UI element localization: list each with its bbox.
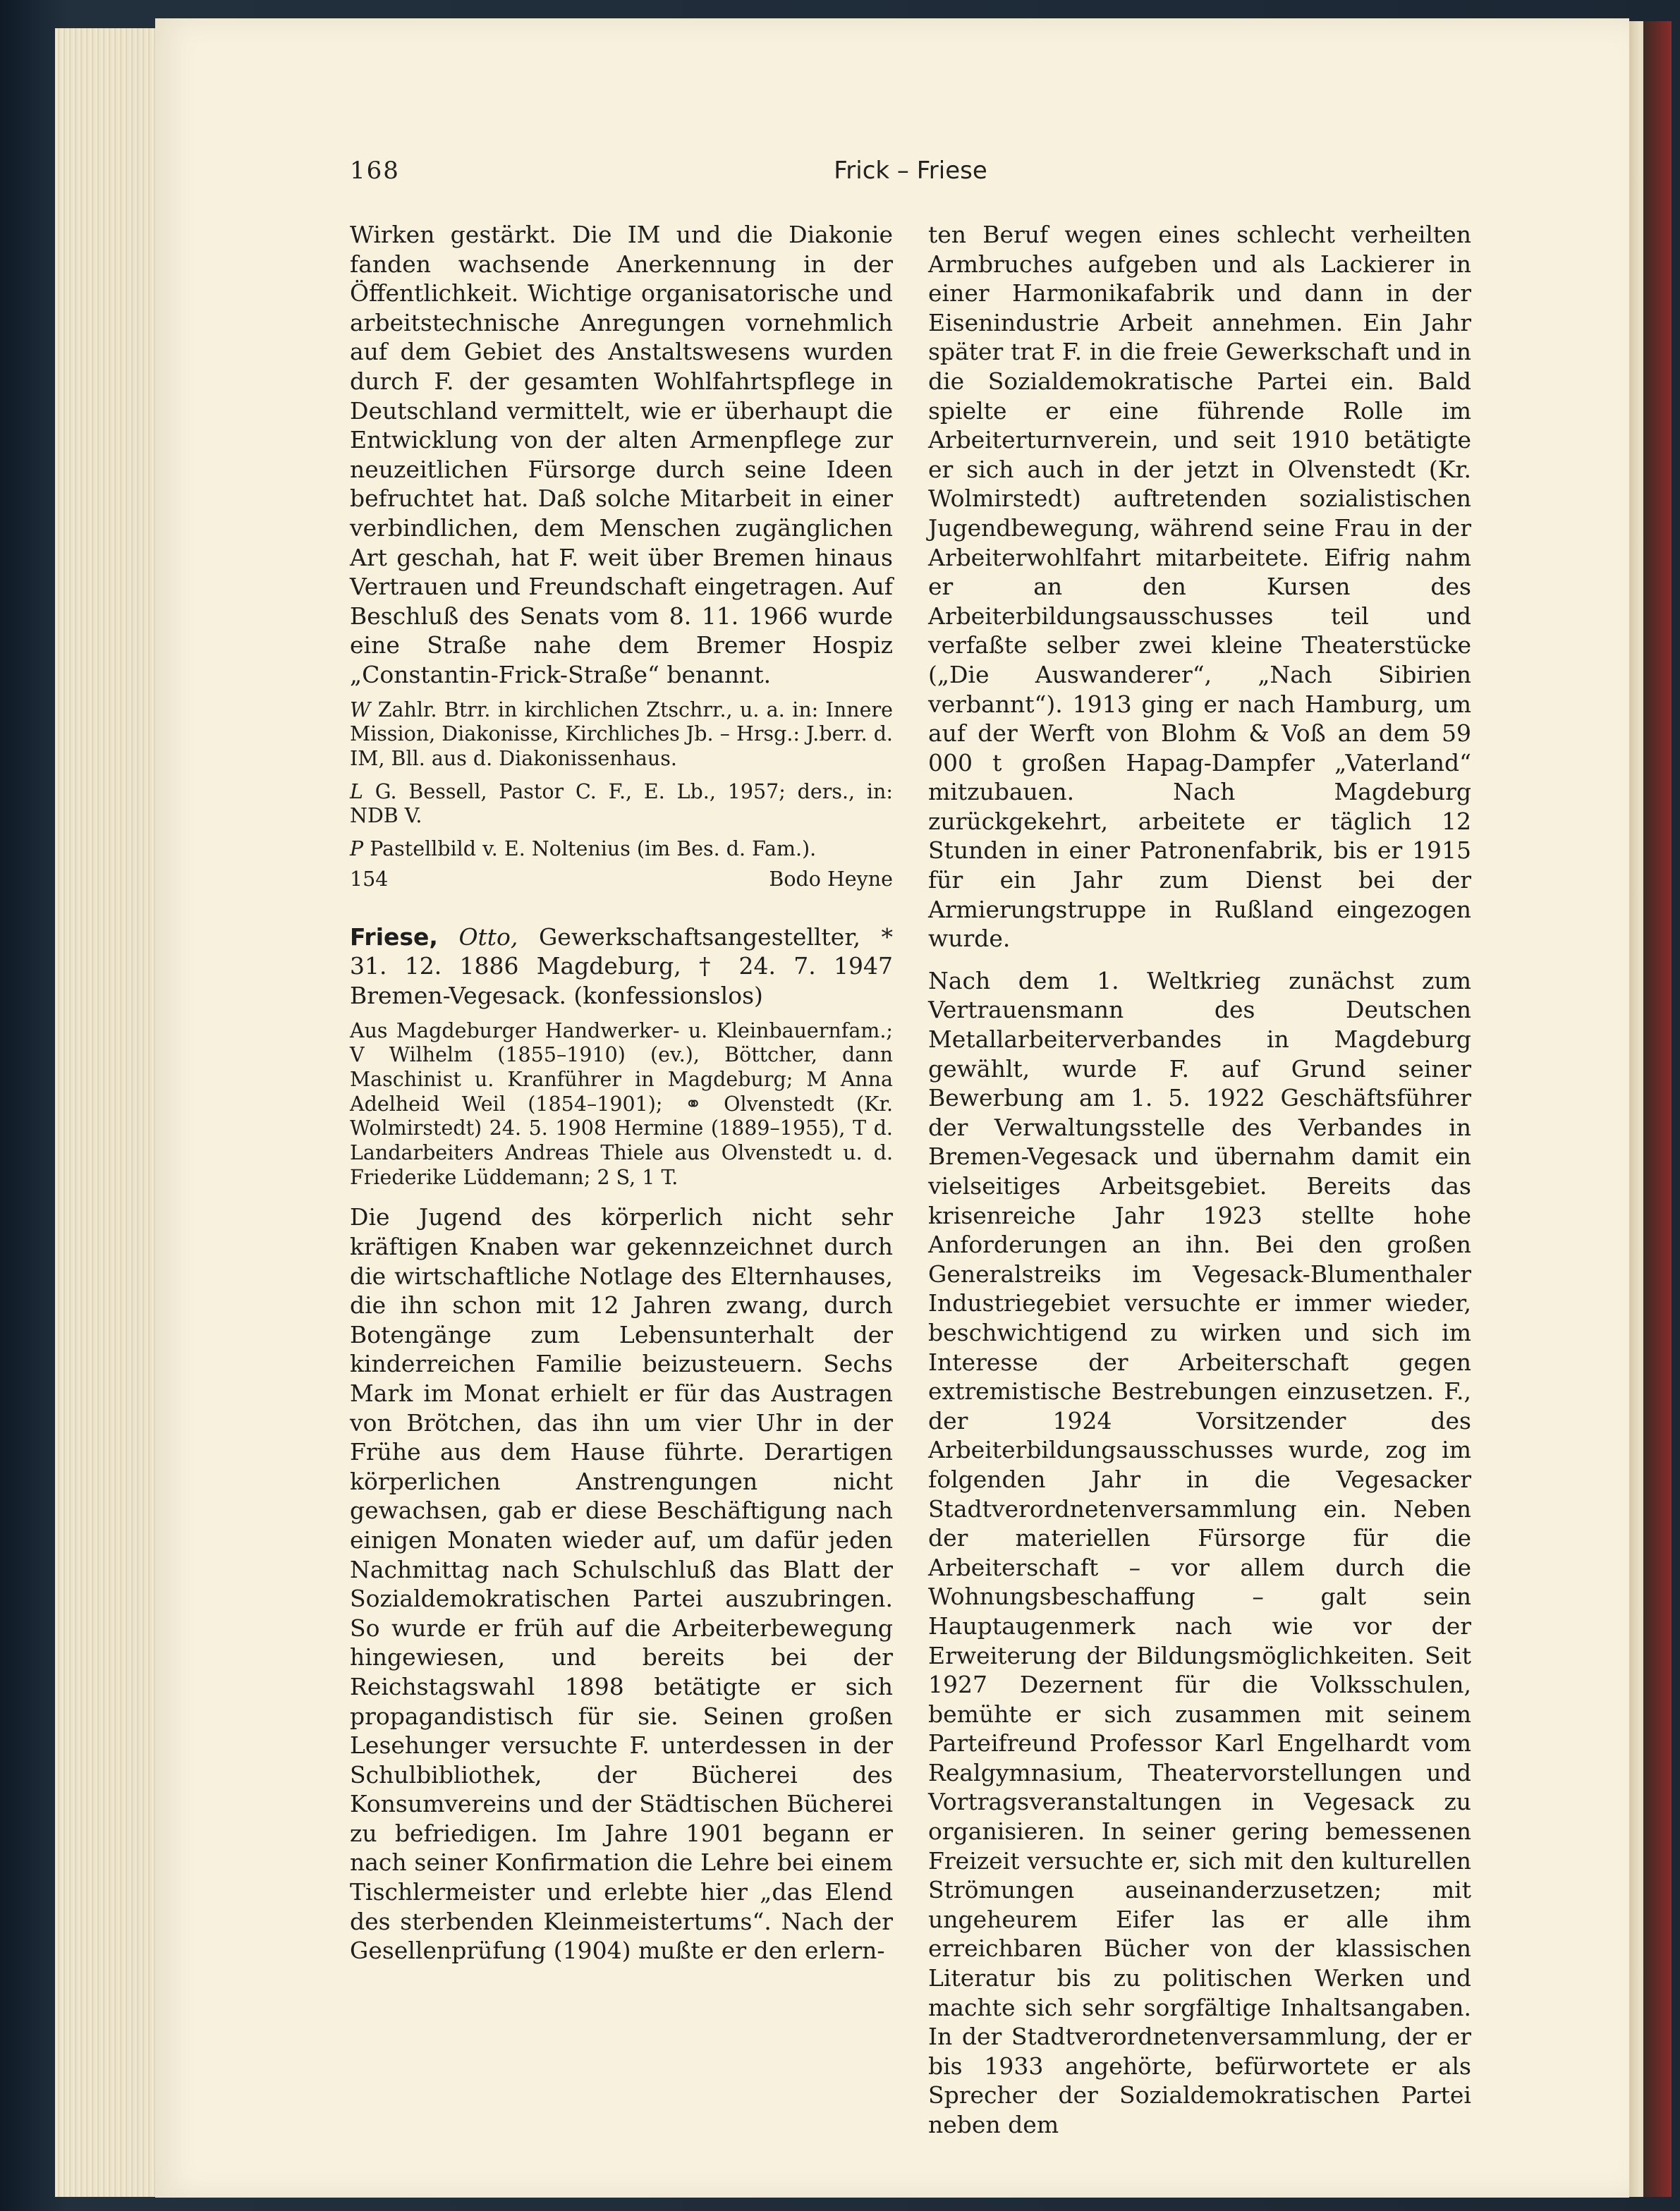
friese-paragraph-1-right: ten Beruf wegen eines schlecht verheilten Armbruches aufgeben und als Lackierer in einer Harmonikafabrik und dann in der Eisenindustrie Arbeit annehmen. Ein Jahr später trat F. in die freie Gewerkschaft und in die Sozialdemokratische Partei ein. Bald spielte er eine führende Rolle im Arbeiterturnverein, und seit 1910 betätigte er sich auch in der jetzt in Olvenstedt (Kr. Wolmirstedt) auftretenden sozialistischen Jugendbewegung, während seine Frau in der Arbeiterwohlfahrt mitarbeitete. Eifrig nahm er an den Kursen des Arbeiterbildungsausschusses teil und verfaßte selber zwei kleine Theaterstücke („Die Auswanderer“, „Nach Sibirien verbannt“). 1913 ging er nach Hamburg, um auf der Werft von Blohm & Voß an dem 59 000 t großen Hapag-Dampfer „Vaterland“ mitzubauen. Nach Magdeburg zurückgekehrt, arbeitete er täglich 12 Stunden in einer Patronenfabrik, bis er 1915 für ein Jahr zum Dienst bei der Armierungstruppe in Rußland eingezogen wurde. bbox=[928, 221, 1471, 953]
entry-author: Bodo Heyne bbox=[769, 867, 893, 891]
next-page-edge bbox=[1622, 21, 1672, 2197]
right-column bbox=[928, 220, 1471, 2140]
works-label: W bbox=[350, 698, 371, 721]
frick-literature: L G. Bessell, Pastor C. F., E. Lb., 1957; ders., in: NDB V. bbox=[350, 779, 894, 828]
page-number: 168 bbox=[350, 157, 400, 185]
running-header bbox=[350, 157, 1471, 190]
frick-portrait: P Pastellbild v. E. Noltenius (im Bes. d. Fam.). bbox=[350, 837, 817, 861]
literature-label: L bbox=[350, 779, 363, 803]
friese-paragraph-2: Nach dem 1. Weltkrieg zunächst zum Vertrauensmann des Deutschen Metallarbeiterverbandes in Magdeburg gewählt, wurde F. auf Grund seiner Bewerbung am 1. 5. 1922 Geschäftsführer der Verwaltungsstelle des Verbandes in Bremen-Vegesack und übernahm damit ein vielseitiges Arbeitsgebiet. Bereits das krisenreiche Jahr 1923 stellte hohe Anforderungen an ihn. Bei den großen Generalstreiks im Vegesack-Blumenthaler Industriegebiet versuchte er immer wieder, beschwichtigend zu wirken und sich im Interesse der Arbeiterschaft gegen extremistische Bestrebungen einzusetzen. F., der 1924 Vorsitzender des Arbeiterbildungsausschusses wurde, zog im folgenden Jahr in die Vegesacker Stadtverordnetenversammlung ein. Neben der materiellen Fürsorge für die Arbeiterschaft – vor allem durch die Wohnungsbeschaffung – galt sein Hauptaugenmerk nach wie vor der Erweiterung der Bildungsmöglichkeiten. Seit 1927 Dezernent für die Volksschulen, bemühte er sich zusammen mit seinem Parteifreund Professor Karl Engelhardt vom Realgymnasium, Theatervorstellungen und Vortragsveranstaltungen in Vegesack zu organisieren. In seiner gering bemessenen Freizeit versuchte er, sich mit den kulturellen Strömungen auseinanderzusetzen; mit ungeheurem Eifer las er alle ihm erreichbaren Bücher von der klassischen Literatur bis zu politischen Werken und machte sich sehr sorgfältige Inhaltsangaben. In der Stadtverordnetenversammlung, der er bis 1933 angehörte, befürwortete er als Sprecher der Sozialdemokratischen Partei neben dem bbox=[928, 966, 1471, 2138]
friese-surname: Friese, bbox=[350, 922, 438, 951]
running-title: Frick – Friese bbox=[834, 157, 987, 185]
friese-vitals: Gewerkschaftsangestellter, * 31. 12. 1886 Magdeburg, † 24. 7. 1947 Bremen-Vegesack. (konfessionslos) bbox=[350, 922, 893, 1009]
entry-signature bbox=[350, 866, 893, 893]
frick-closing-paragraph: Wirken gestärkt. Die IM und die Diakonie fanden wachsende Anerkennung in der Öffentlichkeit. Wichtige organisatorische und arbeitstechnische Anregungen vornehmlich auf dem Gebiet des Anstaltswesens wurden durch F. der gesamten Wohlfahrtspflege in Deutschland vermittelt, wie er überhaupt die Entwicklung von der alten Armenpflege zur neuzeitlichen Fürsorge durch seine Ideen befruchtet hat. Daß solche Mitarbeit in einer verbindlichen, dem Menschen zugänglichen Art geschah, hat F. weit über Bremen hinaus Vertrauen und Freundschaft eingetragen. Auf Beschluß des Senats vom 8. 11. 1966 wurde eine Straße nahe dem Bremer Hospiz „Constantin-Frick-Straße“ benannt. bbox=[350, 221, 893, 688]
frick-works: W Zahlr. Btrr. in kirchlichen Ztschrr., u. a. in: Innere Mission, Diakonisse, Kirchliches Jb. – Hrsg.: J.berr. d. IM, Bll. aus d. Diakonissenhaus. bbox=[350, 698, 893, 770]
friese-entry-heading bbox=[350, 922, 893, 1011]
entry-number: 154 bbox=[350, 867, 389, 891]
friese-family: Aus Magdeburger Handwerker- u. Kleinbauernfam.; V Wilhelm (1855–1910) (ev.), Böttcher, dann Maschinist u. Kranführer in Magdeburg; M Anna Adelheid Weil (1854–1901); ⚭ Olvenstedt (Kr. Wolmirstedt) 24. 5. 1908 Hermine (1889–1955), T d. Landarbeiters Andreas Thiele aus Olvenstedt u. d. Friederike Lüddemann; 2 S, 1 T. bbox=[350, 1018, 893, 1189]
cover-spine bbox=[1643, 21, 1672, 2197]
left-column bbox=[350, 220, 893, 1966]
friese-first-name: Otto, bbox=[458, 922, 518, 951]
portrait-label: P bbox=[350, 837, 364, 861]
friese-paragraph-1-left: Die Jugend des körperlich nicht sehr kräftigen Knaben war gekennzeichnet durch die wirtschaftliche Notlage des Elternhauses, die ihn schon mit 12 Jahren zwang, durch Botengänge zum Lebensunterhalt der kinderreichen Familie beizusteuern. Sechs Mark im Monat erhielt er für das Austragen von Brötchen, das ihn um vier Uhr in der Frühe aus dem Hause führte. Derartigen körperlichen Anstrengungen nicht gewachsen, gab er diese Beschäftigung nach einigen Monaten wieder auf, um dafür jeden Nachmittag nach Schulschluß das Blatt der Sozialdemokratischen Partei auszubringen. So wurde er früh auf die Arbeiterbewegung hingewiesen, und bereits bei der Reichstagswahl 1898 betätigte er sich propagandistisch für sie. Seinen großen Lesehunger versuchte F. unterdessen in der Schulbibliothek, der Bücherei des Konsumvereins und der Städtischen Bücherei zu befriedigen. Im Jahre 1901 begann er nach seiner Konfirmation die Lehre bei einem Tischlermeister und erlebte hier „das Elend des sterbenden Kleinmeistertums“. Nach der Gesellenprüfung (1904) mußte er den erlern- bbox=[350, 1203, 893, 1965]
